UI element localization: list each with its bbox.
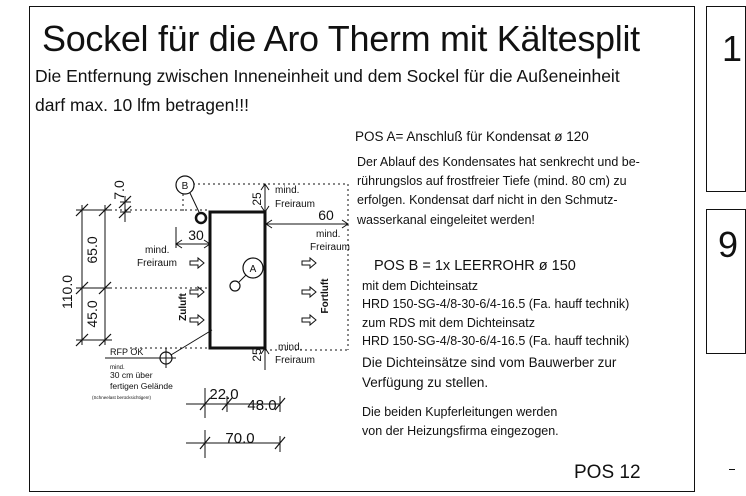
pos-b-line-4: HRD 150-SG-4/8-30-6/4-16.5 (Fa. hauff technik) — [362, 334, 630, 348]
pos-b-pipe — [196, 213, 206, 223]
subtitle-line-1: Die Entfernung zwischen Inneneinheit und dem Sockel für die Außeneinheit — [35, 66, 620, 86]
pos-label: POS 12 — [574, 462, 641, 483]
note-kupfer-2: von der Heizungsfirma eingezogen. — [362, 424, 559, 438]
marker-b-leader — [190, 193, 199, 212]
pos-a-line-4: wasserkanal eingeleitet werden! — [357, 213, 535, 227]
rfp-gelaende-label: fertigen Gelände — [110, 381, 173, 391]
dim-25-bottom-label: 25 — [250, 348, 264, 362]
clearance-right-freiraum: Freiraum — [310, 242, 351, 253]
dim-22-label: 22.0 — [209, 386, 239, 403]
rfp-leader — [166, 330, 212, 358]
dim-30-label: 30 — [188, 227, 204, 243]
clearance-top-mind: mind. — [275, 185, 300, 196]
dim-70-label: 70.0 — [225, 430, 255, 447]
pos-b-heading: POS B = 1x LEERROHR ø 150 — [374, 258, 576, 274]
pos-a-line-3: erfolgen. Kondensat darf nicht in den Schmutz- — [357, 193, 618, 207]
dim-110-label: 110.0 — [59, 275, 75, 309]
socket-drawing — [0, 126, 360, 496]
pos-b-line-2: HRD 150-SG-4/8-30-6/4-16.5 (Fa. hauff technik) — [362, 297, 630, 311]
clearance-top-freiraum: Freiraum — [275, 199, 316, 210]
pos-b-line-1: mit dem Dichteinsatz — [362, 279, 479, 293]
pos-a-heading: POS A= Anschluß für Kondensat ø 120 — [355, 129, 589, 144]
right-panel-digit-mid: 9 — [718, 224, 739, 265]
rfp-schnee-label: (Schneelast berücksichtigen!) — [92, 395, 152, 400]
note-dichteinsaetze-1: Die Dichteinsätze sind vom Bauwerber zur — [362, 355, 617, 370]
rfp-cm-label: 30 cm über — [110, 370, 153, 380]
dim-45-label: 45.0 — [84, 300, 100, 328]
pos-a-line-2: rührungslos auf frostfreier Tiefe (mind. 80 cm) zu — [357, 174, 627, 188]
clearance-right-mind: mind. — [316, 229, 341, 240]
dim-25-top-label: 25 — [250, 192, 264, 206]
rfp-mind-label: mind. — [110, 365, 125, 371]
dim-60-label: 60 — [318, 207, 334, 223]
pos-b-line-3: zum RDS mit dem Dichteinsatz — [362, 316, 535, 330]
clearance-bottom-freiraum: Freiraum — [275, 355, 316, 366]
note-dichteinsaetze-2: Verfügung zu stellen. — [362, 375, 489, 390]
pos-a-drain — [230, 281, 240, 291]
unit-outline — [210, 212, 265, 348]
note-kupfer-1: Die beiden Kupferleitungen werden — [362, 405, 558, 419]
clearance-bottom-mind: mind. — [278, 342, 303, 353]
rfp-ok-label: RFP OK — [110, 347, 144, 357]
right-panel-dash — [729, 469, 735, 470]
dim-65-label: 65.0 — [84, 236, 100, 264]
marker-a-label: A — [249, 264, 257, 275]
right-panel-digit-top: 1 — [722, 28, 743, 69]
fortluft-label: Fortluft — [320, 278, 331, 314]
marker-a-leader — [239, 275, 246, 282]
pos-a-line-1: Der Ablauf des Kondensates hat senkrecht und be- — [357, 155, 640, 169]
zuluft-label: Zuluft — [178, 293, 189, 321]
page-title: Sockel für die Aro Therm mit Kältesplit — [42, 18, 640, 59]
clearance-left-freiraum: Freiraum — [137, 258, 178, 269]
marker-b-label: B — [181, 181, 189, 192]
dim-7-label: 7.0 — [111, 180, 127, 200]
subtitle-line-2: darf max. 10 lfm betragen!!! — [35, 95, 249, 115]
dim-48-label: 48.0 — [247, 397, 277, 414]
clearance-left-mind: mind. — [145, 245, 170, 256]
